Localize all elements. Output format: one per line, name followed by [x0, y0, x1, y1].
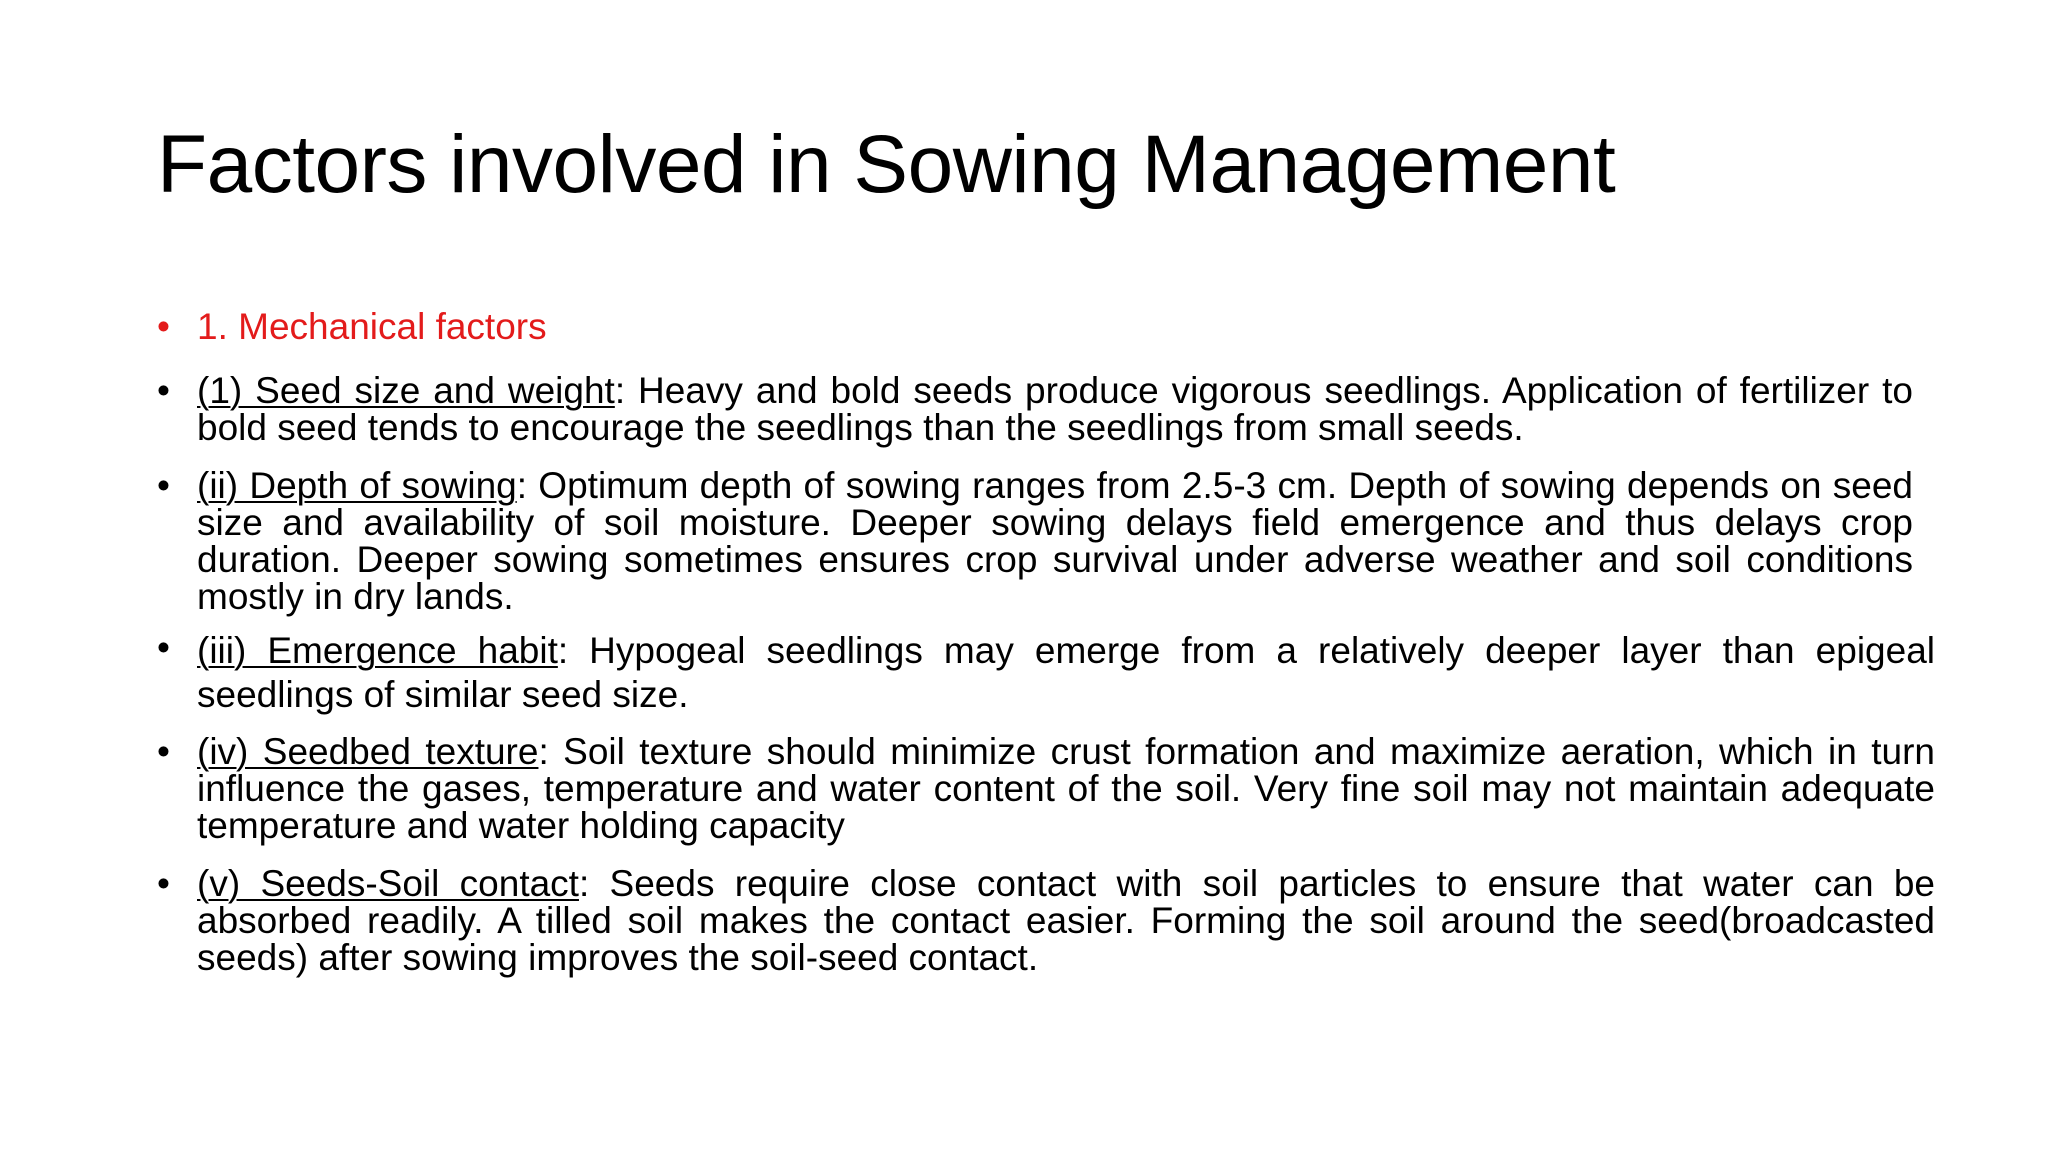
- bullet-text: : Hypogeal seedlings may emerge from a relatively deeper layer than epigeal seedlings of similar seed size.: [197, 630, 1935, 715]
- bullet-text: : Heavy and bold seeds produce vigorous seedlings. Application of fertilizer to bold seed tends to encourage the seedlings than the seedlings from small seeds.: [197, 370, 1913, 448]
- bullet-label: (ii) Depth of sowing: [197, 465, 517, 506]
- bullet-dot-icon: •: [157, 863, 170, 904]
- bullet-text: : Seeds require close contact with soil particles to ensure that water can be absorbed readily. A tilled soil makes the contact easier. Forming the soil around the seed(broadcasted seeds) after sowing improves the soil-seed contact.: [197, 863, 1935, 978]
- bullet-emergence-habit: [157, 629, 1935, 717]
- bullet-seedbed-texture: [157, 733, 1935, 844]
- bullet-text: : Soil texture should minimize crust formation and maximize aeration, which in turn influence the gases, temperature and water content of the soil. Very fine soil may not maintain adequate temperature and water holding capacity: [197, 731, 1935, 846]
- bullet-seed-size-weight: [157, 372, 1913, 446]
- bullet-dot-icon: •: [157, 306, 170, 347]
- bullet-seeds-soil-contact: [157, 865, 1935, 976]
- bullet-text: 1. Mechanical factors: [197, 306, 547, 347]
- bullet-dot-icon: •: [157, 370, 170, 411]
- bullet-label: (v) Seeds-Soil contact: [197, 863, 579, 904]
- bullet-label: (iii) Emergence habit: [197, 630, 558, 671]
- slide-title: Factors involved in Sowing Management: [157, 119, 1616, 210]
- bullet-dot-icon: •: [157, 731, 170, 772]
- bullet-dot-icon: •: [157, 627, 170, 668]
- bullet-heading-mechanical-factors: [157, 308, 1913, 345]
- bullet-label: (1) Seed size and weight: [197, 370, 615, 411]
- bullet-dot-icon: •: [157, 465, 170, 506]
- bullet-depth-of-sowing: [157, 467, 1913, 615]
- bullet-label: (iv) Seedbed texture: [197, 731, 539, 772]
- bullet-list: [157, 306, 1935, 978]
- bullet-text: : Optimum depth of sowing ranges from 2.5-3 cm. Depth of sowing depends on seed size and availability of soil moisture. Deeper sowing delays field emergence and thus delays crop duration. Deeper sowing sometimes ensures crop survival under adverse weather and soil conditions mostly in dry lands.: [197, 465, 1913, 617]
